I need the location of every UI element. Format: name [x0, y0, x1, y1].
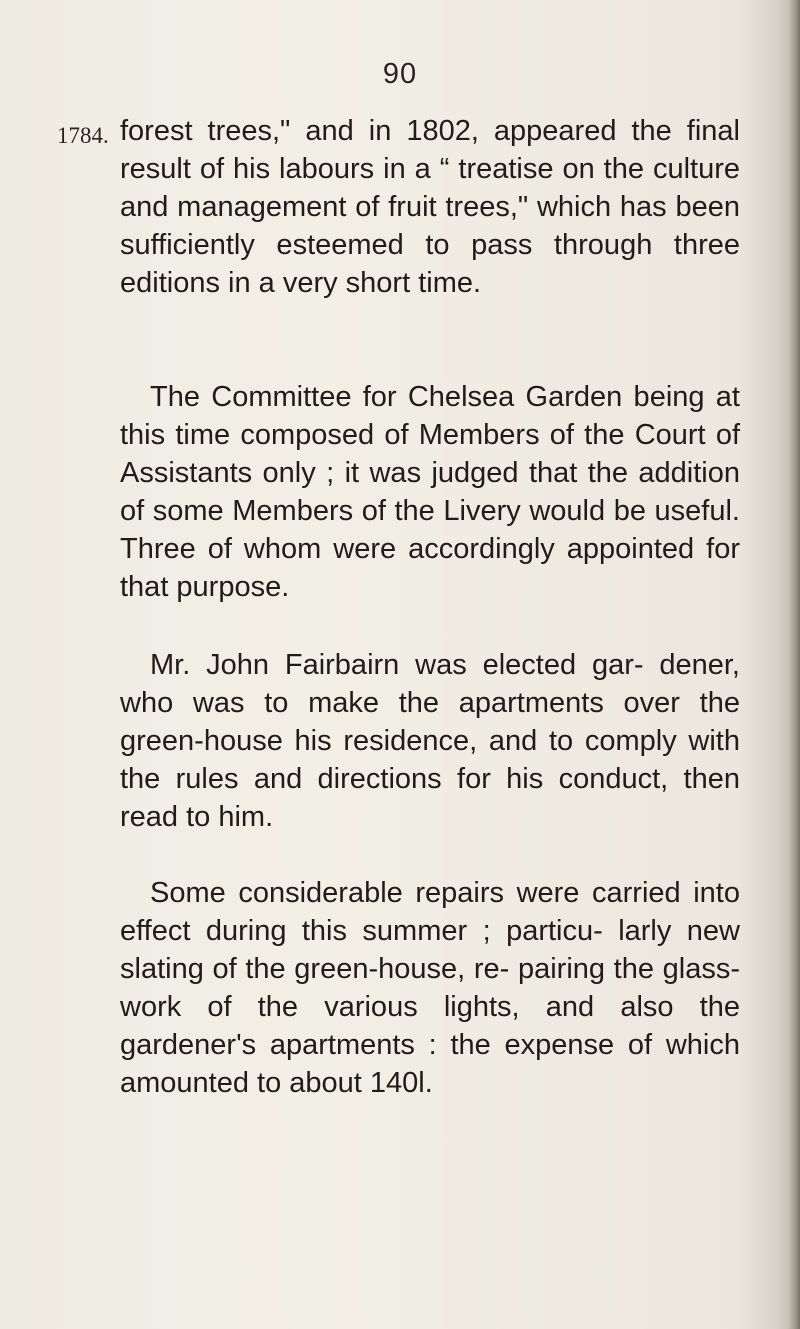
paragraph-4: Some considerable repairs were carried into effect during this summer ; particu- larly new slating of the green-house, re- pairing the glass-work of the various lights, and also the gardener's apartments : the expense of which amounted to about 140l.: [120, 877, 740, 1099]
paragraph-2: The Committee for Chelsea Garden being at this time composed of Members of the Court of Assistants only ; it was judged that the addition of some Members of the Livery would be useful. Three of whom were accordingly appointed for that purpose.: [120, 381, 740, 603]
paragraph-3: Mr. John Fairbairn was elected gar- dener, who was to make the apartments over the green-house his residence, and to comply with the rules and directions for his conduct, then read to him.: [120, 649, 740, 833]
margin-year-note: 1784.: [57, 123, 109, 148]
page-number: 90: [382, 58, 418, 90]
page-edge-shadow: [788, 0, 800, 1329]
paragraph-1: forest trees," and in 1802, appeared the final result of his labours in a “ treatise on the culture and management of fruit trees," which has been sufficiently esteemed to pass through three editions in a very short time.: [120, 115, 740, 299]
